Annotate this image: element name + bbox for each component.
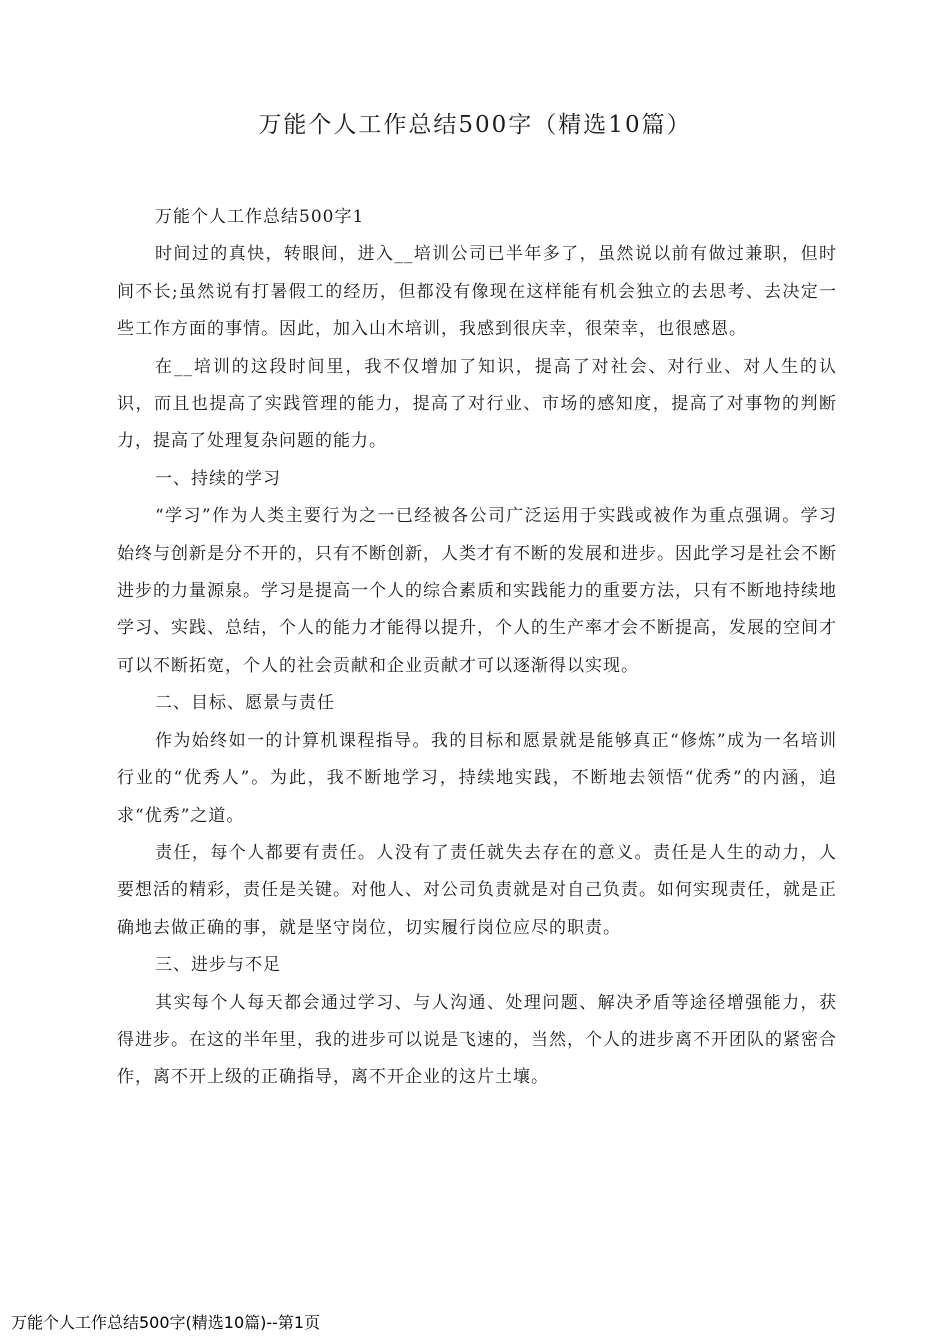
document-title: 万能个人工作总结500字（精选10篇）: [258, 112, 692, 138]
page-footer: 万能个人工作总结500字(精选10篇)--第1页: [11, 1313, 321, 1332]
paragraph-4: 作为始终如一的计算机课程指导。我的目标和愿景就是能够真正“修炼”成为一名培训行业的“优秀人”。为此，我不断地学习，持续地实践，不断地去领悟“优秀”的内涵，追求“优秀”之道。: [117, 730, 837, 826]
heading-progress-shortcomings: 三、进步与不足: [155, 955, 281, 976]
paragraph-6: 其实每个人每天都会通过学习、与人沟通、处理问题、解决矛盾等途径增强能力，获得进步。在这的半年里，我的进步可以说是飞速的，当然，个人的进步离不开团队的紧密合作，离不开上级的正确指导，离不开企业的这片土壤。: [117, 992, 837, 1088]
document-body: [117, 199, 837, 1097]
paragraph-3: “学习”作为人类主要行为之一已经被各公司广泛运用于实践或被作为重点强调。学习始终与创新是分不开的，只有不断创新，人类才有不断的发展和进步。因此学习是社会不断进步的力量源泉。学习是提高一个人的综合素质和实践能力的重要方法，只有不断地持续地学习、实践、总结，个人的能力才能得以提升，个人的生产率才会不断提高，发展的空间才可以不断拓宽，个人的社会贡献和企业贡献才可以逐渐得以实现。: [117, 506, 837, 676]
heading-continuous-learning: 一、持续的学习: [155, 468, 281, 489]
paragraph-2: 在__培训的这段时间里，我不仅增加了知识，提高了对社会、对行业、对人生的认识，而且也提高了实践管理的能力，提高了对行业、市场的感知度，提高了对事物的判断力，提高了处理复杂问题的能力。: [117, 356, 837, 452]
heading-goals-vision-responsibility: 二、目标、愿景与责任: [155, 693, 335, 714]
section-title: 万能个人工作总结500字1: [155, 207, 365, 227]
paragraph-1: 时间过的真快，转眼间，进入__培训公司已半年多了，虽然说以前有做过兼职，但时间不长;虽然说有打暑假工的经历，但都没有像现在这样能有机会独立的去思考、去决定一些工作方面的事情。因此，加入山木培训，我感到很庆幸，很荣幸，也很感恩。: [117, 244, 837, 340]
paragraph-5: 责任，每个人都要有责任。人没有了责任就失去存在的意义。责任是人生的动力，人要想活的精彩，责任是关键。对他人、对公司负责就是对自己负责。如何实现责任，就是正确地去做正确的事，就是坚守岗位，切实履行岗位应尽的职责。: [117, 842, 837, 938]
